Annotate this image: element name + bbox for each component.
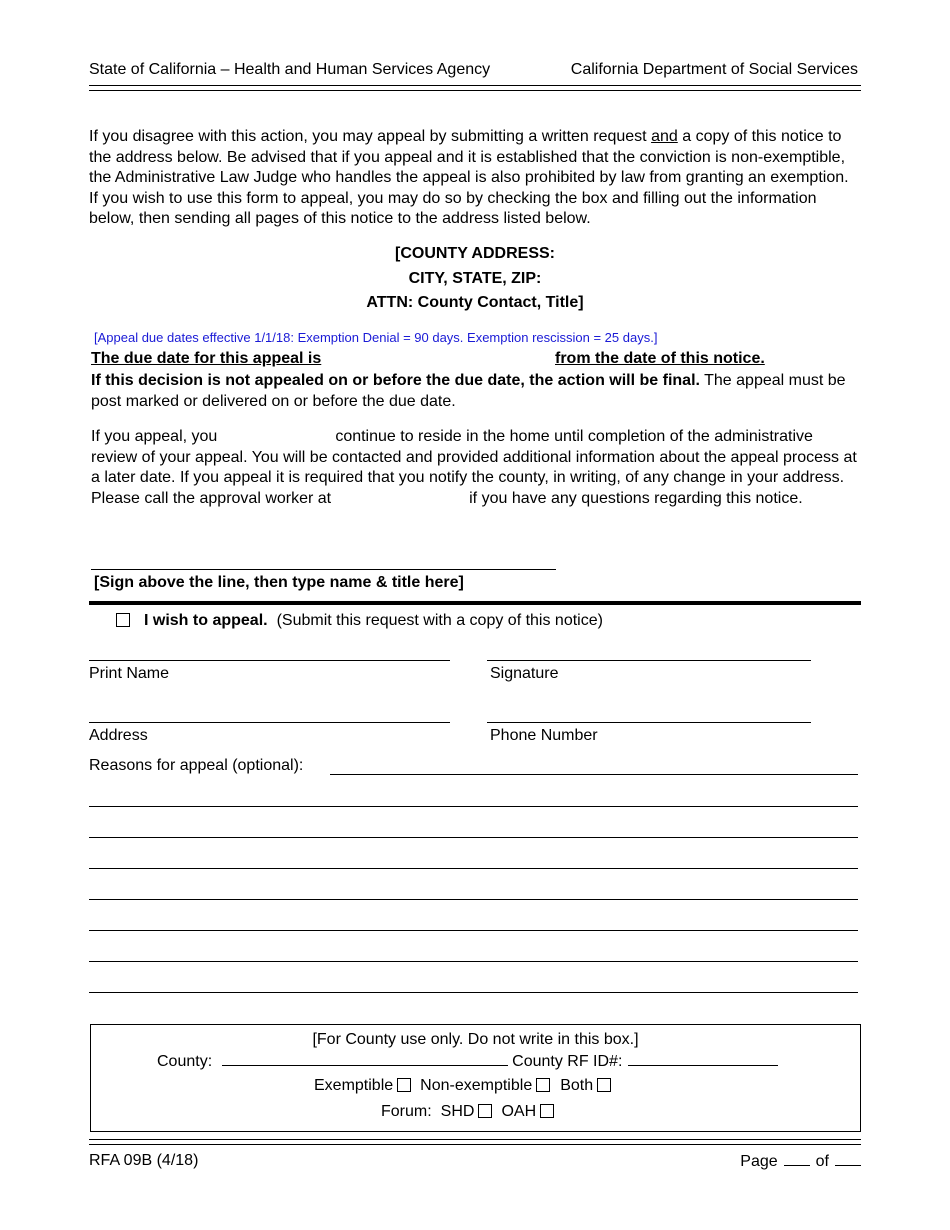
of-label: of	[815, 1153, 829, 1170]
reasons-label: Reasons for appeal (optional):	[89, 757, 304, 774]
appeal-checkbox[interactable]	[116, 613, 130, 627]
wish-to-appeal-row	[116, 612, 603, 630]
print-name-label: Print Name	[89, 665, 170, 682]
print-name-field[interactable]	[89, 660, 450, 661]
wish-to-appeal-label: I wish to appeal.	[144, 612, 268, 629]
address-line-1: [COUNTY ADDRESS:	[394, 245, 555, 262]
oah-label: OAH	[501, 1103, 537, 1120]
shd-label: SHD	[440, 1103, 475, 1120]
signature-field[interactable]	[487, 660, 811, 661]
reasons-line-1[interactable]	[330, 774, 858, 775]
signature-label: Signature	[490, 665, 559, 682]
reasons-line-6[interactable]	[89, 930, 858, 931]
address-line-2: CITY, STATE, ZIP:	[408, 270, 542, 287]
shd-checkbox[interactable]	[478, 1104, 492, 1118]
exemption-row	[314, 1077, 611, 1095]
county-label: County:	[157, 1053, 213, 1070]
page-number	[740, 1152, 861, 1171]
due-date-label: The due date for this appeal is	[91, 350, 322, 367]
final-action-paragraph	[91, 371, 861, 412]
final-action-bold: If this decision is not appealed on or before the due date, the action will be final.	[91, 372, 700, 389]
due-date-from-notice: from the date of this notice.	[555, 350, 765, 367]
forum-label: Forum:	[381, 1103, 432, 1120]
rfid-label: County RF ID#:	[512, 1053, 623, 1070]
reside-text-1: If you appeal, you	[91, 428, 218, 445]
rfid-field[interactable]	[628, 1051, 778, 1066]
address-line-3: ATTN: County Contact, Title]	[366, 294, 584, 311]
reasons-line-2[interactable]	[89, 806, 858, 807]
intro-and-underlined: and	[651, 128, 678, 145]
address-field[interactable]	[89, 722, 450, 723]
reside-paragraph	[91, 427, 861, 509]
page-current-field[interactable]	[784, 1152, 810, 1166]
exemptible-label: Exemptible	[314, 1077, 394, 1094]
reside-text-2: continue to reside in the home until completion of the administrative review of your appeal. You will be contacted and provided additional information about the appeal process at a later date. If you appeal it is required that you notify the county, in writing, of any change in your address. Please call the approval worker at	[91, 428, 857, 507]
both-checkbox[interactable]	[597, 1078, 611, 1092]
both-label: Both	[560, 1077, 594, 1094]
page-label: Page	[740, 1153, 778, 1170]
reside-text-3: if you have any questions regarding this notice.	[469, 489, 803, 507]
reasons-line-7[interactable]	[89, 961, 858, 962]
address-label: Address	[89, 727, 148, 744]
page-total-field[interactable]	[835, 1152, 861, 1166]
form-id: RFA 09B (4/18)	[89, 1152, 199, 1169]
final-action-rest: The appeal must be post marked or delivered on or before the due date.	[91, 372, 846, 410]
worker-signature-line[interactable]	[91, 569, 556, 570]
section-divider	[89, 601, 861, 605]
county-field[interactable]	[222, 1051, 508, 1066]
reasons-line-3[interactable]	[89, 837, 858, 838]
signature-instruction: [Sign above the line, then type name & title here]	[94, 574, 464, 591]
non-exemptible-label: Non-exemptible	[420, 1077, 533, 1094]
reasons-line-8[interactable]	[89, 992, 858, 993]
header-rule	[89, 85, 861, 91]
county-box-title: [For County use only. Do not write in this box.]	[312, 1031, 639, 1048]
intro-paragraph	[89, 127, 861, 230]
header-agency: State of California – Health and Human Services Agency	[89, 61, 491, 78]
intro-text-rest: a copy of this notice to the address below. Be advised that if you appeal and it is established that the conviction is non-exemptible, the Administrative Law Judge who handles the appeal is also prohibited by law from granting an exemption. If you wish to use this form to appeal, you may do so by checking the box and filling out the information below, then sending all pages of this notice to the address listed below.	[89, 128, 849, 228]
reasons-line-5[interactable]	[89, 899, 858, 900]
header-department: California Department of Social Services	[570, 61, 858, 78]
footer-rule	[89, 1139, 861, 1145]
phone-field[interactable]	[487, 722, 811, 723]
non-exemptible-checkbox[interactable]	[536, 1078, 550, 1092]
due-date-note: [Appeal due dates effective 1/1/18: Exemption Denial = 90 days. Exemption rescission = 25 days.]	[94, 330, 658, 345]
county-row	[157, 1051, 778, 1071]
forum-row	[381, 1103, 554, 1121]
exemptible-checkbox[interactable]	[397, 1078, 411, 1092]
intro-text-start: If you disagree with this action, you may appeal by submitting a written request	[89, 128, 652, 145]
oah-checkbox[interactable]	[540, 1104, 554, 1118]
reasons-line-4[interactable]	[89, 868, 858, 869]
wish-to-appeal-note: (Submit this request with a copy of this notice)	[276, 612, 603, 629]
phone-label: Phone Number	[490, 727, 598, 744]
